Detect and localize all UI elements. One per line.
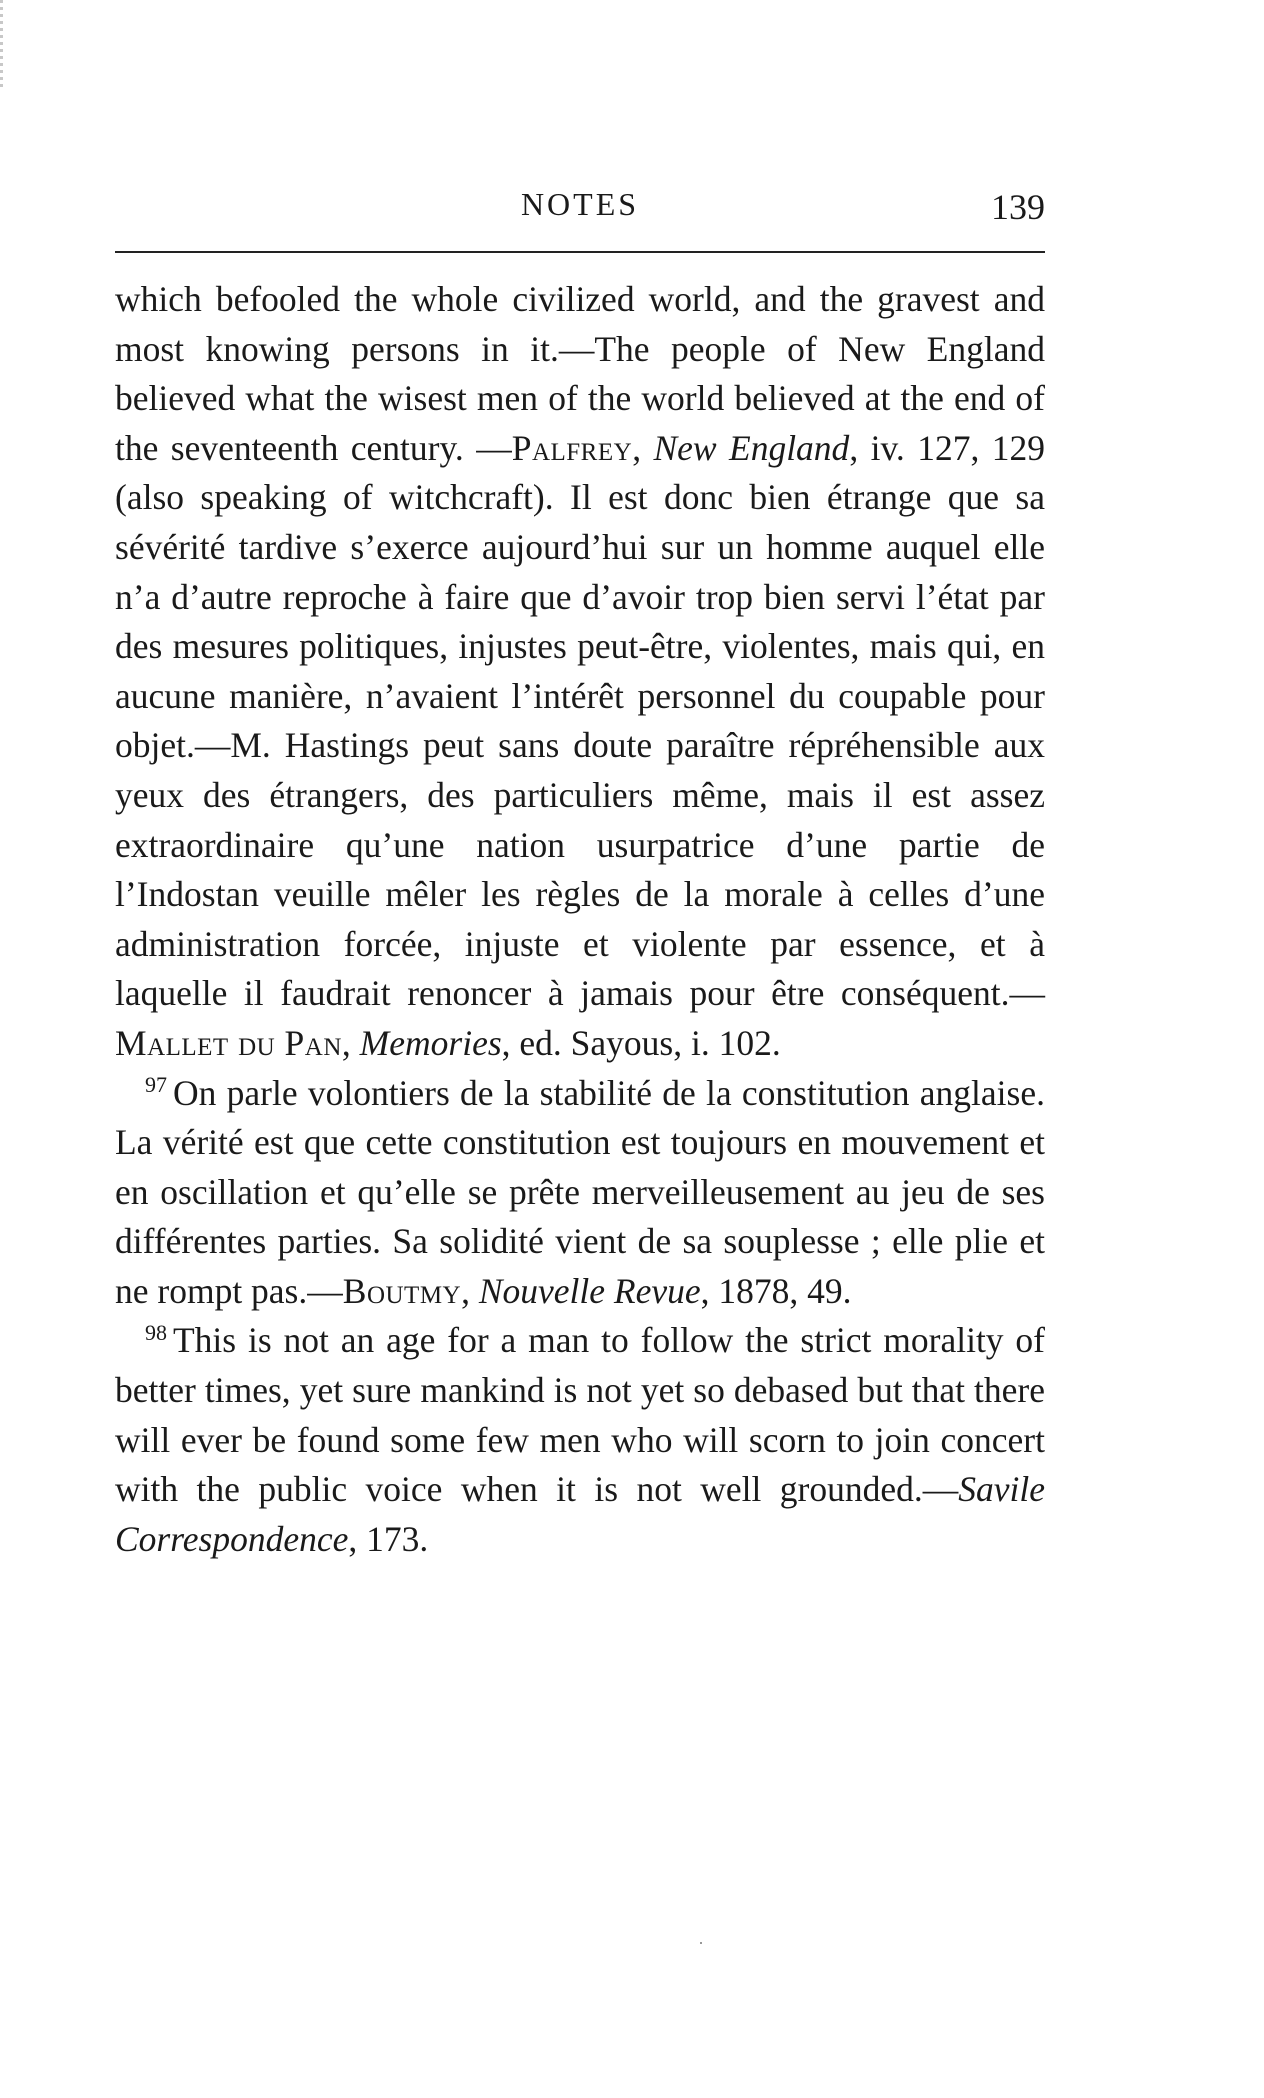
- work-title-memories: Memories: [359, 1022, 502, 1063]
- footnote-number-97: 97: [145, 1072, 167, 1098]
- work-title-new-england: New England: [653, 427, 850, 468]
- page-number: 139: [991, 187, 1045, 227]
- text-run: , ed. Sayous, i. 102.: [501, 1022, 781, 1063]
- footnote-number-98: 98: [145, 1320, 167, 1346]
- work-title-nouvelle-revue: Nouvelle Revue: [478, 1270, 701, 1311]
- text-run: which befooled the whole civilized world, and the gravest and most knowing persons in it.—The people of New England believed what the wisest men of the world believed at the end of the seventeenth century. —: [115, 279, 1045, 468]
- author-palfrey: Palfrey: [511, 427, 633, 468]
- page-edge-artifact: [0, 0, 3, 90]
- text-run: ,: [632, 427, 654, 468]
- text-run: , 173.: [348, 1518, 429, 1559]
- notes-body: [115, 275, 1045, 1564]
- header-rule: [115, 251, 1045, 253]
- text-run: ,: [461, 1270, 479, 1311]
- text-run: , 1878, 49.: [700, 1270, 852, 1311]
- text-run: This is not an age for a man to follow the strict morality of better times, yet sure mankind is not yet so debased but that there will ever be found some few men who will scorn to join concert with the public voice when it is not well grounded.—: [115, 1320, 1045, 1510]
- text-run: On parle volontiers de la stabilité de la constitution anglaise. La vérité est que cette constitution est toujours en mouvement et en oscillation et qu’elle se prête merveilleusement au jeu de ses différentes parties. Sa solidité vient de sa souplesse ; elle plie et ne rompt pas.—: [115, 1072, 1045, 1311]
- running-title: NOTES: [520, 186, 640, 222]
- work-title-savile-correspondence: Savile Correspondence: [115, 1469, 1045, 1559]
- note-97-paragraph: [115, 1069, 1045, 1317]
- text-run: , iv. 127, 129 (also speaking of witchcraft). Il est donc bien étrange que sa sévérité tardive s’exerce aujourd’hui sur un homme auquel elle n’a d’autre reproche à faire que d’avoir trop bien servi l’état par des mesures politiques, injustes peut-être, violentes, mais qui, en aucune manière, n’avaient l’intérêt personnel du coupable pour objet.—M. Hastings peut sans doute paraître répréhensible aux yeux des étrangers, des particuliers même, mais il est assez extraordinaire qu’une nation usurpatrice d’une partie de l’Indostan veuille mêler les règles de la morale à celles d’une administration forcée, injuste et violente par essence, et à laquelle il faudrait renoncer à jamais pour être conséquent.—: [115, 427, 1045, 1014]
- author-boutmy: Boutmy: [342, 1270, 462, 1311]
- page-speck: [700, 1942, 702, 1944]
- author-mallet-du-pan: Mallet du Pan: [115, 1022, 342, 1063]
- note-continuation-paragraph: [115, 275, 1045, 1069]
- text-run: ,: [341, 1022, 360, 1063]
- note-98-paragraph: [115, 1316, 1045, 1564]
- running-head: [115, 186, 1045, 226]
